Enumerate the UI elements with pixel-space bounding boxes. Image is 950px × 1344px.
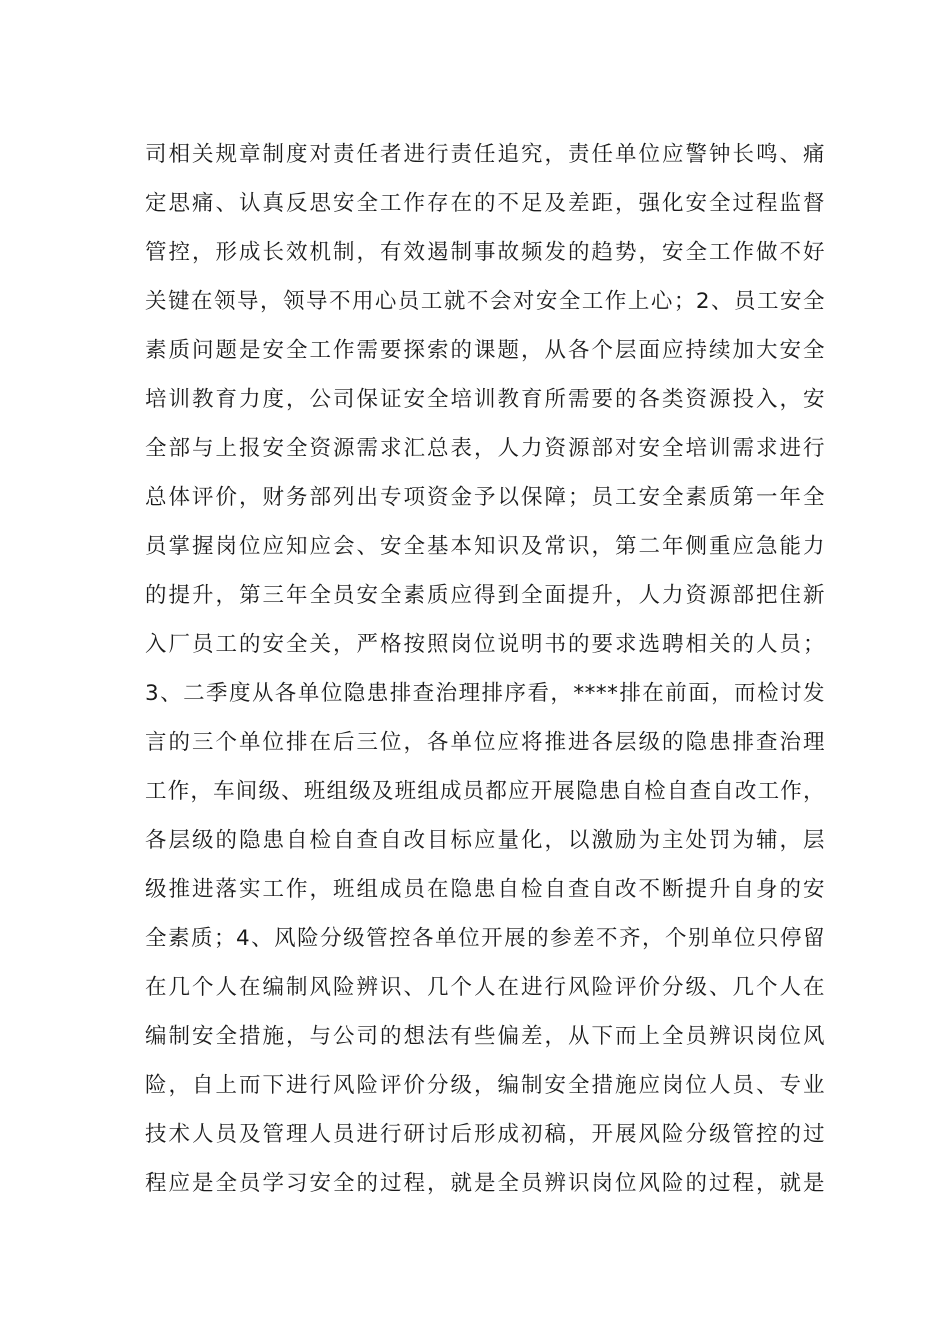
text-line: 管控，形成长效机制，有效遏制事故频发的趋势，安全工作做不好 [145,240,825,265]
text-line: 培训教育力度，公司保证安全培训教育所需要的各类资源投入，安 [145,387,825,412]
text-line: 3、二季度从各单位隐患排查治理排序看，****排在前面，而检讨发 [145,681,825,706]
text-line: 定思痛、认真反思安全工作存在的不足及差距，强化安全过程监督 [145,191,825,216]
text-line: 各层级的隐患自检自查自改目标应量化，以激励为主处罚为辅，层 [145,828,825,853]
text-line: 全素质；4、风险分级管控各单位开展的参差不齐，个别单位只停留 [145,926,825,951]
text-line: 关键在领导，领导不用心员工就不会对安全工作上心；2、员工安全 [145,289,825,314]
text-line: 言的三个单位排在后三位，各单位应将推进各层级的隐患排查治理 [145,730,825,755]
body-text [145,130,825,1208]
text-line: 编制安全措施，与公司的想法有些偏差，从下而上全员辨识岗位风 [145,1024,825,1049]
text-line: 员掌握岗位应知应会、安全基本知识及常识，第二年侧重应急能力 [145,534,825,559]
text-line: 级推进落实工作，班组成员在隐患自检自查自改不断提升自身的安 [145,877,825,902]
text-line: 素质问题是安全工作需要探索的课题，从各个层面应持续加大安全 [145,338,825,363]
text-line: 的提升，第三年全员安全素质应得到全面提升，人力资源部把住新 [145,583,825,608]
text-line: 司相关规章制度对责任者进行责任追究，责任单位应警钟长鸣、痛 [145,142,825,167]
text-line: 险，自上而下进行风险评价分级，编制安全措施应岗位人员、专业 [145,1073,825,1098]
text-line: 在几个人在编制风险辨识、几个人在进行风险评价分级、几个人在 [145,975,825,1000]
text-line: 总体评价，财务部列出专项资金予以保障；员工安全素质第一年全 [145,485,825,510]
text-line: 全部与上报安全资源需求汇总表，人力资源部对安全培训需求进行 [145,436,825,461]
text-line: 工作，车间级、班组级及班组成员都应开展隐患自检自查自改工作， [145,779,825,804]
text-line: 入厂员工的安全关，严格按照岗位说明书的要求选聘相关的人员； [145,632,825,657]
text-line: 技术人员及管理人员进行研讨后形成初稿，开展风险分级管控的过 [145,1122,825,1147]
text-line: 程应是全员学习安全的过程，就是全员辨识岗位风险的过程，就是 [145,1171,825,1196]
